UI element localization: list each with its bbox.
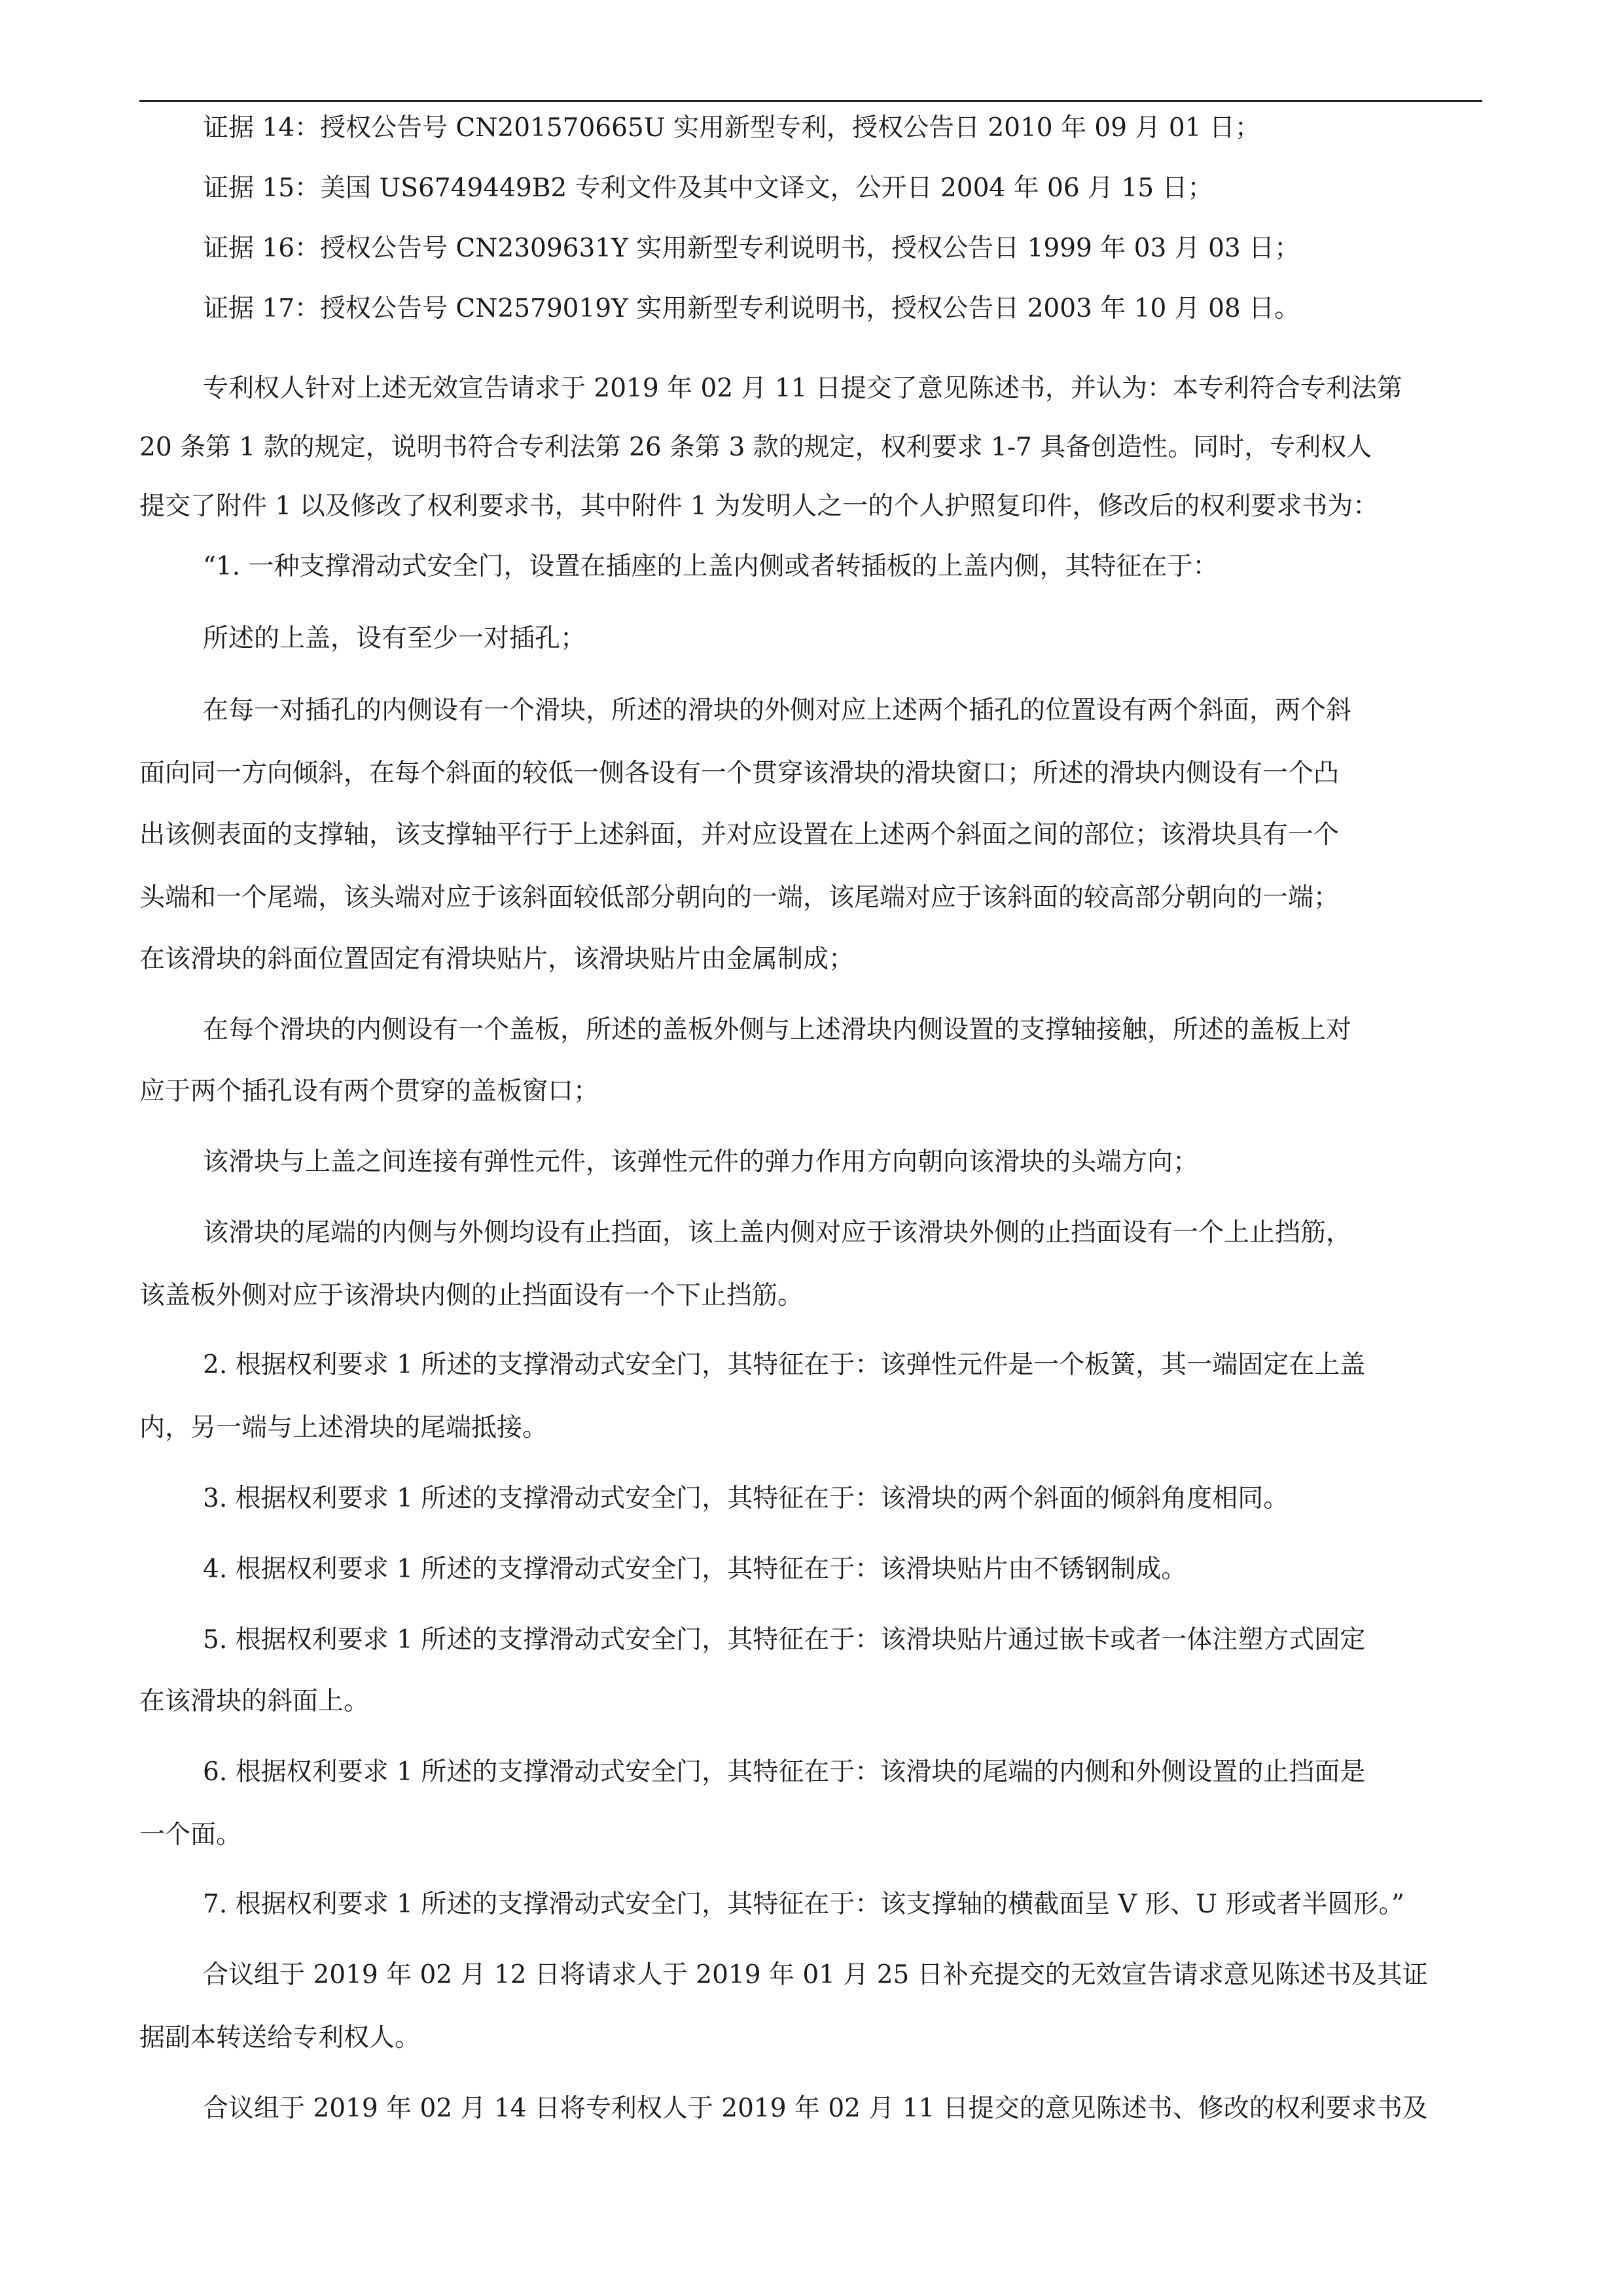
claim-7-line: 7. 根据权利要求 1 所述的支撑滑动式安全门，其特征在于：该支撑轴的横截面呈 V 形、U 形或者半圆形。” [203,1890,1404,1919]
claim-5-line-1: 5. 根据权利要求 1 所述的支撑滑动式安全门，其特征在于：该滑块贴片通过嵌卡或者一体注塑方式固定 [203,1625,1366,1655]
panel-transfer-line-1: 合议组于 2019 年 02 月 12 日将请求人于 2019 年 01 月 25 日补充提交的无效宣告请求意见陈述书及其证 [203,1960,1428,1990]
evidence-17-line: 证据 17：授权公告号 CN2579019Y 实用新型专利说明书，授权公告日 2003 年 10 月 08 日。 [203,294,1300,323]
header-rule [139,100,1482,102]
claim-1-stop-line-1: 该滑块的尾端的内侧与外侧均设有止挡面，该上盖内侧对应于该滑块外侧的止挡面设有一个上止挡筋， [203,1218,1352,1247]
claim-6-line-1: 6. 根据权利要求 1 所述的支撑滑动式安全门，其特征在于：该滑块的尾端的内侧和外侧设置的止挡面是 [203,1757,1366,1787]
evidence-15-line: 证据 15：美国 US6749449B2 专利文件及其中文译文，公开日 2004 年 06 月 15 日； [203,173,1213,203]
panel-transfer-line-2: 据副本转送给专利权人。 [139,2023,421,2053]
evidence-14-line: 证据 14：授权公告号 CN201570665U 实用新型专利，授权公告日 2010 年 09 月 01 日； [203,113,1260,143]
panel-transfer-2-line-1: 合议组于 2019 年 02 月 14 日将专利权人于 2019 年 02 月 11 日提交的意见陈述书、修改的权利要求书及 [203,2094,1428,2123]
evidence-16-line: 证据 16：授权公告号 CN2309631Y 实用新型专利说明书，授权公告日 1999 年 03 月 03 日； [203,234,1300,263]
claim-1-cover-line-1: 在每个滑块的内侧设有一个盖板，所述的盖板外侧与上述滑块内侧设置的支撑轴接触，所述的盖板上对 [203,1015,1352,1045]
claim-1-line-1: “1. 一种支撑滑动式安全门，设置在插座的上盖内侧或者转插板的上盖内侧，其特征在于： [203,552,1219,581]
claim-6-line-2: 一个面。 [139,1820,242,1850]
claim-2-line-1: 2. 根据权利要求 1 所述的支撑滑动式安全门，其特征在于：该弹性元件是一个板簧，其一端固定在上盖 [203,1350,1366,1380]
claim-1-line-2: 所述的上盖，设有至少一对插孔； [203,624,586,653]
claim-1-slider-line-1: 在每一对插孔的内侧设有一个滑块，所述的滑块的外侧对应上述两个插孔的位置设有两个斜面，两个斜 [203,696,1352,725]
patentee-paragraph-line-1: 专利权人针对上述无效宣告请求于 2019 年 02 月 11 日提交了意见陈述书，并认为：本专利符合专利法第 [203,374,1402,403]
claim-1-slider-line-2: 面向同一方向倾斜，在每个斜面的较低一侧各设有一个贯穿该滑块的滑块窗口；所述的滑块内侧设有一个凸 [139,759,1340,788]
claim-4-line: 4. 根据权利要求 1 所述的支撑滑动式安全门，其特征在于：该滑块贴片由不锈钢制成。 [203,1554,1187,1584]
patentee-paragraph-line-2: 20 条第 1 款的规定，说明书符合专利法第 26 条第 3 款的规定，权利要求 1-7 具备创造性。同时，专利权人 [139,433,1372,462]
claim-2-line-2: 内，另一端与上述滑块的尾端抵接。 [139,1413,548,1443]
claim-3-line: 3. 根据权利要求 1 所述的支撑滑动式安全门，其特征在于：该滑块的两个斜面的倾斜角度相同。 [203,1484,1289,1513]
claim-1-cover-line-2: 应于两个插孔设有两个贯穿的盖板窗口； [139,1077,599,1106]
claim-1-spring-line: 该滑块与上盖之间连接有弹性元件，该弹性元件的弹力作用方向朝向该滑块的头端方向； [203,1147,1199,1177]
claim-1-slider-line-5: 在该滑块的斜面位置固定有滑块贴片，该滑块贴片由金属制成； [139,944,855,974]
claim-1-slider-line-3: 出该侧表面的支撑轴，该支撑轴平行于上述斜面，并对应设置在上述两个斜面之间的部位；该滑块具有一个 [139,820,1340,850]
claim-1-stop-line-2: 该盖板外侧对应于该滑块内侧的止挡面设有一个下止挡筋。 [139,1281,804,1310]
claim-5-line-2: 在该滑块的斜面上。 [139,1687,370,1716]
patentee-paragraph-line-3: 提交了附件 1 以及修改了权利要求书，其中附件 1 为发明人之一的个人护照复印件，修改后的权利要求书为： [139,492,1379,521]
claim-1-slider-line-4: 头端和一个尾端，该头端对应于该斜面较低部分朝向的一端，该尾端对应于该斜面的较高部分朝向的一端； [139,883,1340,912]
